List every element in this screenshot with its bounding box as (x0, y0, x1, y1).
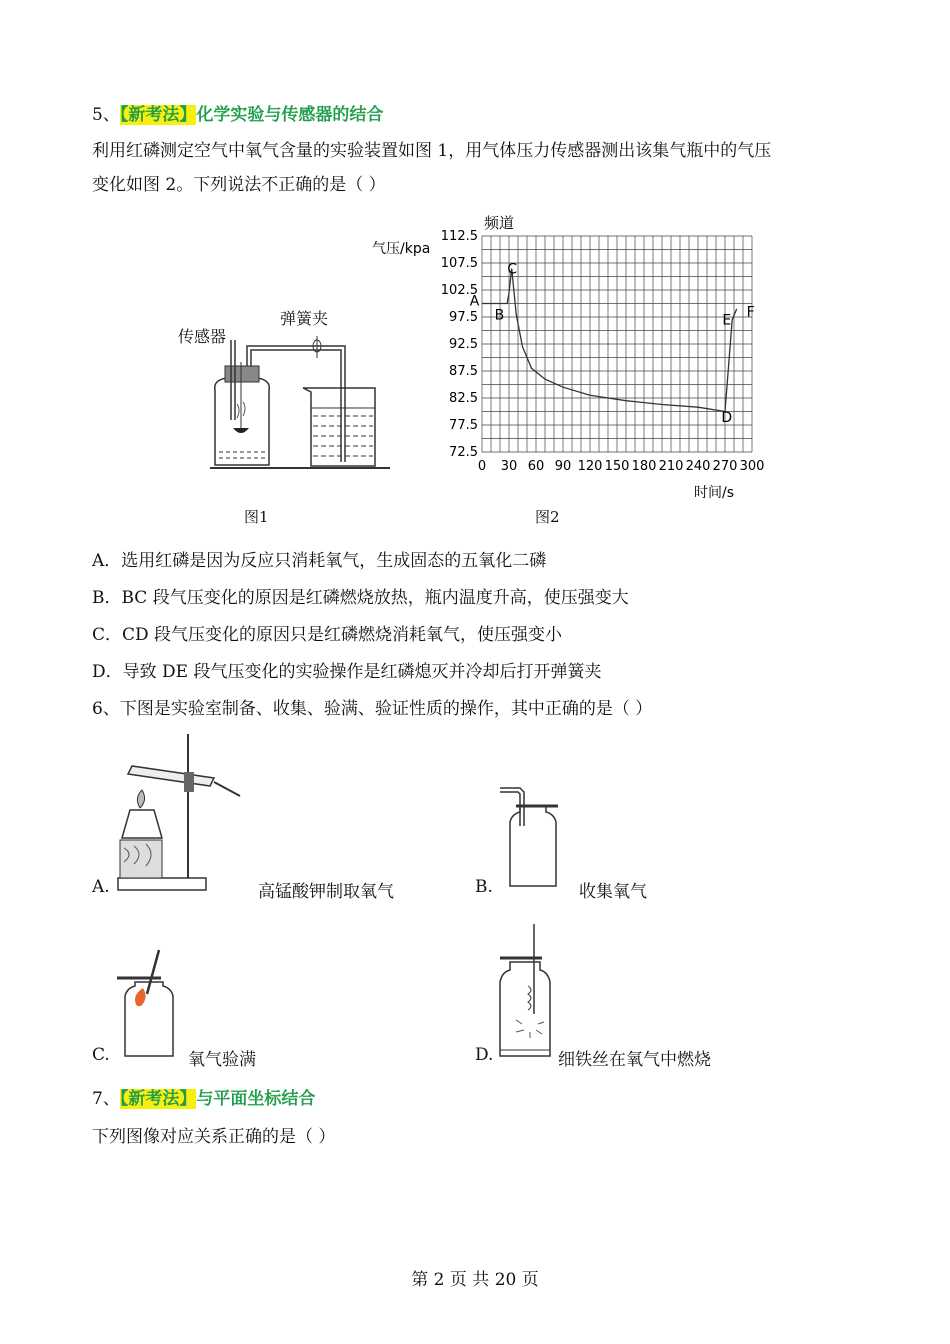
x-tick-label: 150 (604, 459, 630, 474)
beaker (303, 388, 375, 466)
stopper (225, 366, 259, 382)
y-tick-label: 112.5 (440, 229, 478, 244)
y-tick-label: 82.5 (449, 391, 478, 406)
q6-c-text: 氧气验满 (188, 1050, 256, 1070)
x-tick-label: 270 (712, 459, 738, 474)
x-tick-label: 240 (685, 459, 711, 474)
page-footer: 第 2 页 共 20 页 (411, 1270, 539, 1290)
alcohol-lamp (122, 810, 162, 838)
test-tube (128, 766, 214, 786)
q6-a-figure (110, 730, 250, 895)
wood-block (120, 840, 162, 878)
q6-d-letter: D. (475, 1045, 494, 1065)
gas-jar (215, 372, 270, 465)
y-tick-label: 77.5 (449, 418, 478, 433)
q5-title: 化学实验与传感器的结合 (196, 105, 384, 125)
q5-option-d: D．导致 DE 段气压变化的实验操作是红磷熄灭并冷却后打开弹簧夹 (92, 662, 602, 682)
q5-option-c: C．CD 段气压变化的原因只是红磷燃烧消耗氧气，使压强变小 (92, 625, 563, 645)
q7-title: 与平面坐标结合 (196, 1089, 316, 1109)
x-tick-label: 300 (739, 459, 765, 474)
chart-title: 频道 (484, 214, 515, 232)
annotation-d: D (721, 409, 733, 426)
q6-b-text: 收集氧气 (579, 882, 647, 902)
x-tick-label: 60 (527, 459, 545, 474)
x-tick-label: 0 (477, 459, 487, 474)
q5-tag: 【新考法】 (119, 105, 197, 125)
q6-b-letter: B. (475, 877, 493, 897)
y-tick-label: 97.5 (449, 310, 478, 325)
y-tick-label: 87.5 (449, 364, 478, 379)
x-tick-label: 210 (658, 459, 684, 474)
q5-option-a: A．选用红磷是因为反应只消耗氧气，生成固态的五氧化二磷 (92, 551, 547, 571)
fig1-label-clip: 弹簧夹 (280, 309, 329, 328)
q7-number: 7、 (92, 1089, 120, 1109)
q6-stem: 6、下图是实验室制备、收集、验满、验证性质的操作，其中正确的是（ ） (92, 699, 653, 719)
x-tick-label: 30 (500, 459, 518, 474)
flame-icon (135, 988, 146, 1006)
annotation-c: C (507, 261, 517, 278)
q6-a-text: 高锰酸钾制取氧气 (258, 882, 394, 902)
q6-c-figure (113, 946, 183, 1062)
q5-option-b: B．BC 段气压变化的原因是红磷燃烧放热，瓶内温度升高，使压强变大 (92, 588, 629, 608)
x-tick-label: 180 (631, 459, 657, 474)
fig2-pressure-chart (368, 208, 788, 508)
x-tick-label: 90 (554, 459, 572, 474)
q5-stem-line1: 利用红磷测定空气中氧气含量的实验装置如图 1，用气体压力传感器测出该集气瓶中的气压 (92, 141, 772, 161)
q6-b-figure (496, 782, 566, 892)
q6-d-text: 细铁丝在氧气中燃烧 (558, 1050, 711, 1070)
y-tick-label: 107.5 (440, 256, 478, 271)
q6-c-letter: C. (92, 1045, 110, 1065)
annotation-b: B (494, 307, 505, 324)
x-tick-label: 120 (577, 459, 603, 474)
q5-number: 5、 (92, 105, 120, 125)
annotation-a: A (469, 293, 480, 310)
fig1-caption: 图1 (244, 508, 269, 526)
q7-tag: 【新考法】 (119, 1089, 197, 1109)
q7-stem: 下列图像对应关系正确的是（ ） (92, 1127, 336, 1147)
y-tick-label: 92.5 (449, 337, 478, 352)
q5-stem-line2: 变化如图 2。下列说法不正确的是（ ） (92, 175, 386, 195)
annotation-e: E (722, 312, 732, 329)
fig1-label-sensor: 传感器 (178, 327, 227, 346)
y-tick-label: 72.5 (449, 445, 478, 460)
annotation-f: F (746, 304, 755, 321)
q5-heading (92, 103, 383, 127)
q6-a-letter: A. (92, 877, 110, 897)
fig2-caption: 图2 (535, 508, 560, 526)
chart-ylabel: 气压/kpa (372, 241, 431, 257)
q6-d-figure (494, 922, 564, 1064)
chart-xlabel: 时间/s (694, 485, 735, 501)
q7-heading (92, 1087, 315, 1111)
y-tick-label: 102.5 (440, 283, 478, 298)
